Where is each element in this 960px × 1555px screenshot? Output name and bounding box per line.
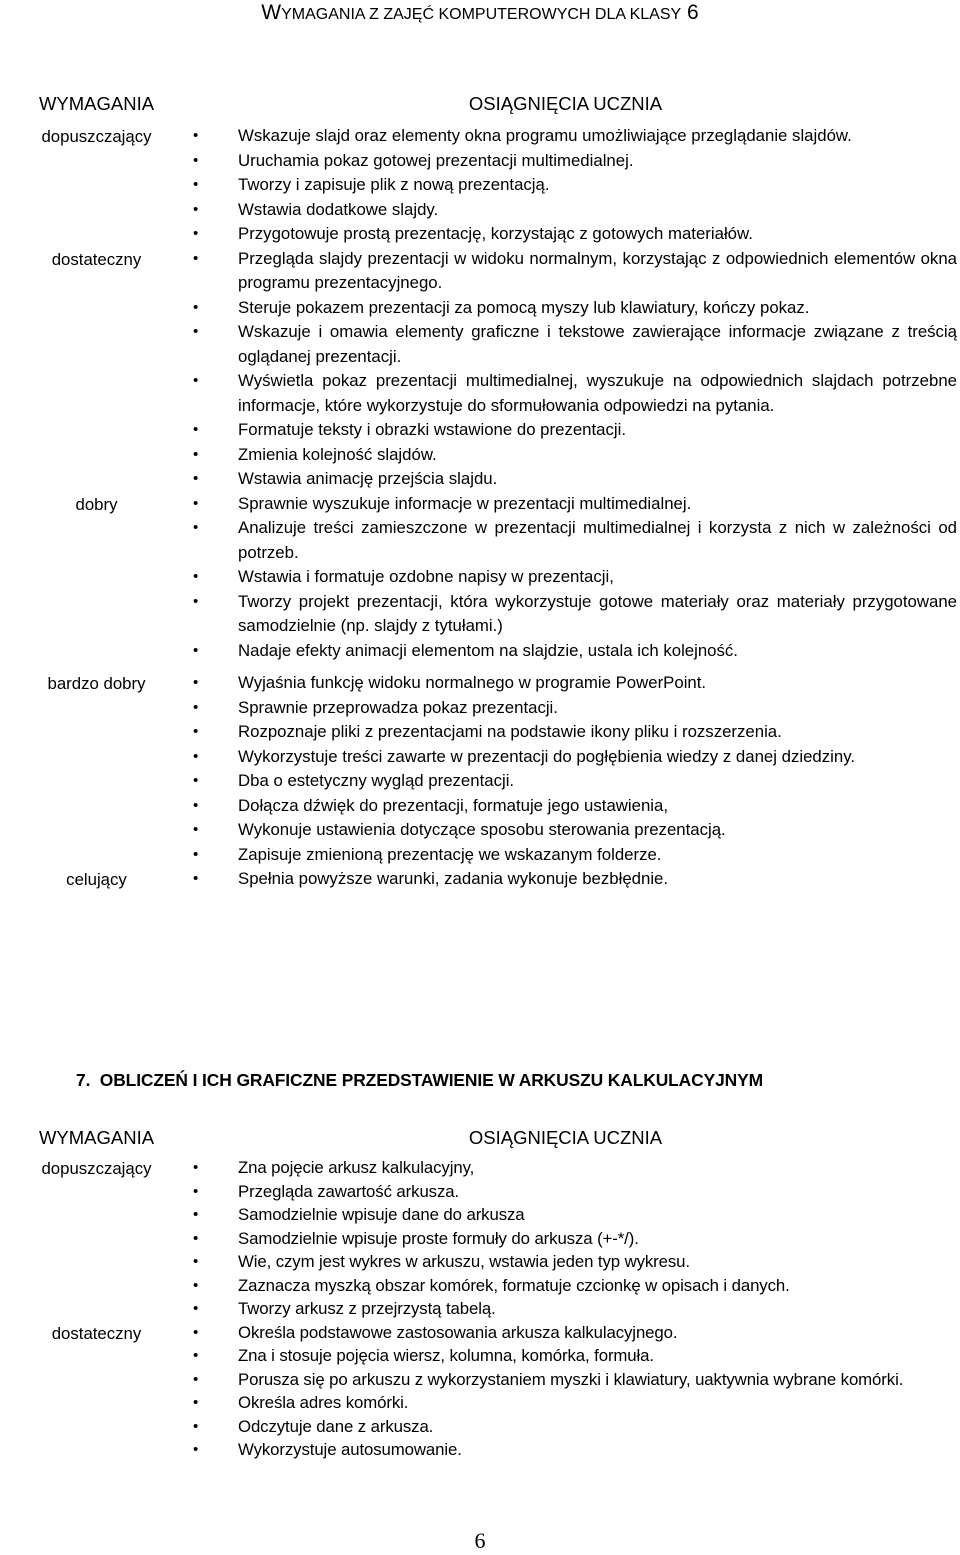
list-item — [174, 1203, 957, 1227]
list-item — [174, 769, 957, 794]
table-row — [19, 247, 957, 492]
bullet-icon: • — [193, 1276, 199, 1294]
list-item — [174, 1438, 957, 1462]
achievements-list — [174, 492, 957, 664]
list-item-text: Wskazuje i omawia elementy graficzne i tekstowe zawierające informacje związane z treścią oglądanej prezentacji. — [238, 322, 957, 366]
bullet-icon: • — [193, 845, 199, 863]
bullet-icon: • — [193, 1300, 199, 1317]
achievements-cell — [174, 492, 957, 664]
list-item — [174, 745, 957, 770]
column-header-achievements: OSIĄGNIĘCIA UCZNIA — [468, 1126, 663, 1148]
bullet-icon: • — [193, 445, 199, 463]
table-body — [19, 1156, 957, 1462]
list-item — [174, 1156, 957, 1180]
list-item — [174, 516, 957, 565]
list-item — [174, 1368, 957, 1392]
list-item-text: Wstawia dodatkowe slajdy. — [238, 199, 439, 219]
list-item-text: Zna pojęcie arkusz kalkulacyjny, — [238, 1158, 475, 1177]
list-item-text: Przegląda zawartość arkusza. — [238, 1181, 460, 1201]
list-item-text: Przygotowuje prostą prezentację, korzystając z gotowych materiałów. — [238, 224, 753, 243]
achievements-list — [174, 671, 957, 867]
section-number: 7. — [76, 1070, 91, 1090]
bullet-icon: • — [193, 249, 199, 267]
list-item-text: Określa adres komórki. — [238, 1393, 409, 1412]
header-class-number: 6 — [687, 1, 699, 24]
list-item — [174, 590, 957, 639]
page-number: 6 — [474, 1528, 486, 1553]
list-item — [174, 671, 957, 696]
bullet-icon: • — [193, 1182, 199, 1200]
list-item-text: Odczytuje dane z arkusza. — [238, 1416, 434, 1436]
bullet-icon: • — [193, 372, 199, 389]
bullet-icon: • — [193, 519, 199, 536]
requirement-level: bardzo dobry — [47, 674, 146, 693]
row-spacer — [19, 663, 957, 671]
bullet-icon: • — [193, 151, 199, 169]
bullet-icon: • — [193, 592, 199, 610]
list-item-text: Wykorzystuje treści zawarte w prezentacji do pogłębienia wiedzy z danej dziedziny. — [238, 746, 856, 766]
list-item-text: Tworzy arkusz z przejrzystą tabelą. — [238, 1299, 496, 1318]
list-item — [174, 198, 957, 223]
requirements-table-presentations — [19, 84, 957, 893]
header-title: YMAGANIA Z ZAJĘĆ KOMPUTEROWYCH DLA KLASY — [281, 6, 682, 23]
list-item — [174, 149, 957, 174]
bullet-icon: • — [193, 176, 199, 193]
row-spacer-cell — [19, 663, 957, 671]
bullet-icon: • — [193, 323, 199, 340]
bullet-icon: • — [193, 470, 199, 487]
bullet-icon: • — [193, 298, 199, 316]
bullet-icon: • — [193, 821, 199, 838]
achievements-list — [174, 124, 957, 247]
list-item-text: Dba o estetyczny wygląd prezentacji. — [238, 771, 515, 790]
list-item — [174, 369, 957, 418]
bullet-icon: • — [193, 1370, 199, 1388]
bullet-icon: • — [193, 494, 199, 512]
achievements-cell — [174, 867, 957, 893]
list-item-text: Uruchamia pokaz gotowej prezentacji multimedialnej. — [238, 150, 634, 170]
bullet-icon: • — [193, 674, 199, 691]
achievements-list — [174, 1156, 957, 1321]
list-item-text: Tworzy projekt prezentacji, która wykorzystuje gotowe materiały oraz materiały przygotowane samodzielnie (np. slajdy z tytułami.) — [238, 591, 957, 635]
bullet-icon: • — [193, 1417, 199, 1435]
list-item — [174, 1180, 957, 1204]
header-first-letter: W — [261, 1, 282, 24]
list-item — [174, 492, 957, 517]
table-row — [19, 1321, 957, 1462]
requirement-level: dopuszczający — [41, 1159, 152, 1178]
list-item-text: Analizuje treści zamieszczone w prezentacji multimedialnej i korzysta z nich w zależności od potrzeb. — [238, 518, 957, 562]
list-item — [174, 1297, 957, 1321]
requirement-level: dostateczny — [51, 249, 142, 269]
list-item-text: Porusza się po arkuszu z wykorzystaniem myszki i klawiatury, uaktywnia wybrane komórki. — [238, 1369, 904, 1389]
bullet-icon: • — [193, 796, 199, 814]
list-item-text: Wykonuje ustawienia dotyczące sposobu sterowania prezentacją. — [238, 820, 726, 839]
requirement-level: dobry — [75, 494, 118, 514]
list-item — [174, 1227, 957, 1251]
list-item — [174, 1250, 957, 1274]
bullet-icon: • — [193, 127, 199, 144]
list-item-text: Spełnia powyższe warunki, zadania wykonuje bezbłędnie. — [238, 869, 669, 888]
list-item — [174, 124, 957, 149]
list-item — [174, 418, 957, 443]
bullet-icon: • — [193, 1441, 199, 1458]
bullet-icon: • — [193, 747, 199, 765]
column-header-requirements: WYMAGANIA — [38, 1126, 155, 1148]
achievements-cell — [174, 124, 957, 247]
list-item-text: Sprawnie przeprowadza pokaz prezentacji. — [238, 697, 558, 717]
achievements-cell — [174, 671, 957, 867]
list-item — [174, 794, 957, 819]
bullet-icon: • — [193, 421, 199, 438]
section-title-text: OBLICZEŃ I ICH GRAFICZNE PRZEDSTAWIENIE W ARKUSZU KALKULACYJNYM — [99, 1070, 764, 1090]
table-row — [19, 1156, 957, 1321]
list-item-text: Samodzielnie wpisuje dane do arkusza — [238, 1205, 525, 1224]
list-item — [174, 1391, 957, 1415]
achievements-cell — [174, 1156, 957, 1321]
list-item-text: Określa podstawowe zastosowania arkusza kalkulacyjnego. — [238, 1322, 678, 1342]
list-item-text: Wstawia i formatuje ozdobne napisy w prezentacji, — [238, 567, 614, 586]
list-item — [174, 1321, 957, 1345]
list-item — [174, 467, 957, 492]
requirement-level: celujący — [66, 870, 127, 889]
table-row — [19, 124, 957, 247]
list-item-text: Sprawnie wyszukuje informacje w prezentacji multimedialnej. — [238, 493, 692, 513]
list-item-text: Zna i stosuje pojęcia wiersz, kolumna, komórka, formuła. — [238, 1346, 654, 1365]
bullet-icon: • — [193, 870, 199, 887]
requirement-level: dopuszczający — [41, 127, 152, 146]
bullet-icon: • — [193, 225, 199, 242]
list-item-text: Nadaje efekty animacji elementom na slajdzie, ustala ich kolejność. — [238, 640, 738, 660]
list-item-text: Formatuje teksty i obrazki wstawione do prezentacji. — [238, 420, 627, 439]
achievements-cell — [174, 247, 957, 492]
achievements-list — [174, 867, 957, 892]
page-header — [0, 0, 960, 28]
list-item-text: Wstawia animację przejścia slajdu. — [238, 469, 498, 488]
list-item — [174, 173, 957, 198]
list-item — [174, 720, 957, 745]
bullet-icon: • — [193, 1394, 199, 1411]
table-row — [19, 492, 957, 664]
list-item-text: Wyświetla pokaz prezentacji multimedialnej, wyszukuje na odpowiednich slajdach potrzebne informacje, które wykorzystuje do sformułowania odpowiedzi na pytania. — [238, 371, 957, 415]
table-row — [19, 867, 957, 893]
list-item — [174, 818, 957, 843]
list-item — [174, 296, 957, 321]
bullet-icon: • — [193, 723, 199, 740]
table-body — [19, 124, 957, 893]
requirement-level: dostateczny — [51, 1323, 142, 1343]
list-item — [174, 639, 957, 664]
list-item — [174, 1274, 957, 1298]
list-item-text: Dołącza dźwięk do prezentacji, formatuje jego ustawienia, — [238, 795, 669, 815]
bullet-icon: • — [193, 698, 199, 716]
bullet-icon: • — [193, 1159, 199, 1176]
list-item — [174, 565, 957, 590]
achievements-list — [174, 247, 957, 492]
list-item-text: Zapisuje zmienioną prezentację we wskazanym folderze. — [238, 844, 662, 864]
list-item — [174, 222, 957, 247]
column-header-requirements: WYMAGANIA — [38, 92, 155, 114]
list-item-text: Wie, czym jest wykres w arkuszu, wstawia jeden typ wykresu. — [238, 1252, 690, 1271]
achievements-cell — [174, 1321, 957, 1462]
bullet-icon: • — [193, 1347, 199, 1364]
bullet-icon: • — [193, 1206, 199, 1223]
list-item — [174, 247, 957, 296]
list-item — [174, 1415, 957, 1439]
list-item-text: Wyjaśnia funkcję widoku normalnego w programie PowerPoint. — [238, 673, 707, 692]
list-item-text: Wskazuje slajd oraz elementy okna programu umożliwiające przeglądanie slajdów. — [238, 126, 852, 145]
column-header-achievements: OSIĄGNIĘCIA UCZNIA — [468, 92, 663, 114]
list-item-text: Zmienia kolejność slajdów. — [238, 444, 437, 464]
list-item-text: Wykorzystuje autosumowanie. — [238, 1440, 462, 1459]
bullet-icon: • — [193, 772, 199, 789]
list-item-text: Zaznacza myszką obszar komórek, formatuje czcionkę w opisach i danych. — [238, 1275, 790, 1295]
list-item-text: Tworzy i zapisuje plik z nową prezentacją. — [238, 175, 550, 194]
bullet-icon: • — [193, 1253, 199, 1270]
list-item — [174, 443, 957, 468]
bullet-icon: • — [193, 568, 199, 585]
list-item — [174, 696, 957, 721]
requirements-table-spreadsheet — [19, 1120, 957, 1462]
table-row — [19, 671, 957, 867]
list-item-text: Steruje pokazem prezentacji za pomocą myszy lub klawiatury, kończy pokaz. — [238, 297, 810, 317]
list-item-text: Samodzielnie wpisuje proste formuły do arkusza (+-*/). — [238, 1228, 639, 1248]
section-title — [76, 1067, 763, 1093]
list-item-text: Rozpoznaje pliki z prezentacjami na podstawie ikony pliku i rozszerzenia. — [238, 722, 782, 741]
list-item — [174, 843, 957, 868]
list-item — [174, 320, 957, 369]
bullet-icon: • — [193, 641, 199, 659]
list-item — [174, 1344, 957, 1368]
achievements-list — [174, 1321, 957, 1462]
list-item — [174, 867, 957, 892]
bullet-icon: • — [193, 200, 199, 218]
list-item-text: Przegląda slajdy prezentacji w widoku normalnym, korzystając z odpowiednich elementów okna programu prezentacyjnego. — [238, 248, 957, 292]
bullet-icon: • — [193, 1323, 199, 1341]
bullet-icon: • — [193, 1229, 199, 1247]
